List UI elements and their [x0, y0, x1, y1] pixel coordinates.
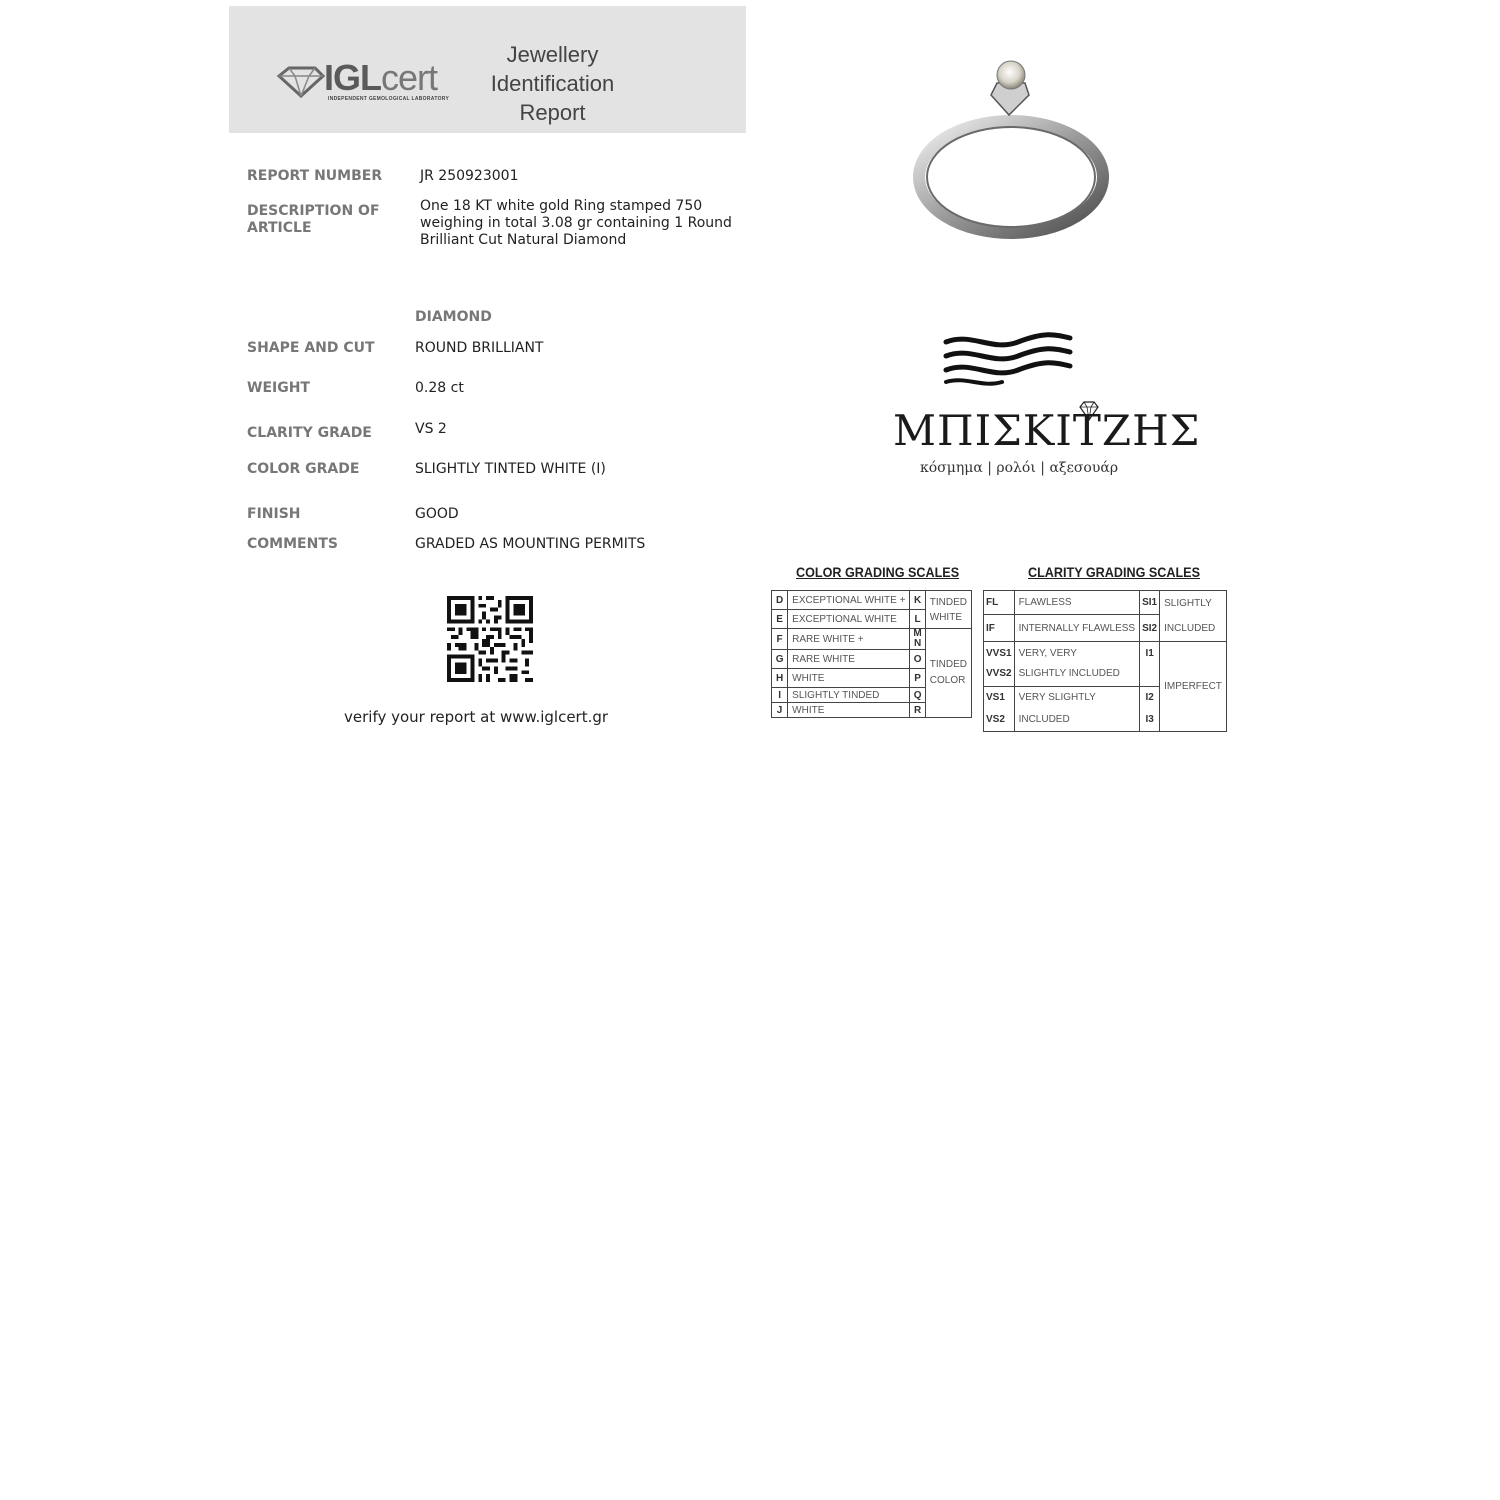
comments-label: COMMENTS	[247, 536, 338, 552]
clarity-desc-line: SLIGHTLY	[1164, 598, 1212, 609]
ring-image	[905, 55, 1115, 245]
shape-label: SHAPE AND CUT	[247, 340, 375, 356]
clarity-desc-pair	[1014, 642, 1140, 687]
clarity-code: VVS2	[986, 668, 1012, 679]
imperfect-cell: IMPERFECT	[1160, 642, 1227, 732]
clarity-code-pair	[1140, 687, 1160, 732]
iglcert-logo: IGLcert	[324, 57, 438, 98]
color-code: J	[772, 703, 788, 718]
brand-tagline: κόσμημα | ρολόι | αξεσουάρ	[920, 460, 1119, 476]
color-code: R	[910, 703, 925, 718]
brand-name: ΜΠΙΣΚΙΤΖΗΣ	[893, 406, 1201, 455]
clarity-desc: FLAWLESS	[1014, 591, 1140, 615]
diamond-logo-icon	[275, 66, 325, 98]
color-code: I	[772, 688, 788, 703]
color-code: L	[910, 610, 925, 629]
clarity-desc: SLIGHTLY INCLUDED	[1018, 668, 1120, 679]
color-desc: EXCEPTIONAL WHITE +	[788, 591, 910, 610]
description-label-line: ARTICLE	[247, 220, 312, 236]
report-title-line: Report	[519, 100, 586, 125]
verify-text: verify your report at www.iglcert.gr	[344, 708, 609, 726]
report-title-line: Jewellery	[506, 42, 599, 67]
tinted-color-line: TINDED	[929, 659, 967, 670]
color-code-pair	[910, 629, 925, 650]
clarity-code-pair	[984, 642, 1015, 687]
clarity-code: SI2	[1140, 615, 1160, 642]
tinted-white-line: WHITE	[929, 611, 962, 623]
clarity-code: I3	[1145, 714, 1154, 725]
color-code: P	[910, 669, 925, 688]
weight-value: 0.28 ct	[415, 380, 464, 396]
color-desc: SLIGHTLY TINDED	[788, 688, 910, 703]
slightly-included-cell	[1160, 591, 1227, 642]
clarity-code: VS2	[986, 714, 1005, 725]
description-line: weighing in total 3.08 gr containing 1 Round	[420, 215, 732, 231]
description-line: Brilliant Cut Natural Diamond	[420, 232, 627, 248]
clarity-code: I2	[1145, 692, 1154, 703]
clarity-desc: VERY, VERY	[1018, 648, 1077, 659]
tinted-color-cell	[925, 629, 971, 718]
tinted-color-line: COLOR	[929, 675, 966, 686]
color-code: H	[772, 669, 788, 688]
clarity-desc: INCLUDED	[1018, 714, 1070, 725]
finish-value: GOOD	[415, 506, 459, 522]
clarity-label: CLARITY GRADE	[247, 425, 372, 441]
weight-label: WEIGHT	[247, 380, 310, 396]
clarity-code: VS1	[986, 692, 1005, 703]
color-code: D	[772, 591, 788, 610]
color-label: COLOR GRADE	[247, 461, 360, 477]
report-number-label: REPORT NUMBER	[247, 168, 383, 184]
clarity-desc: INTERNALLY FLAWLESS	[1014, 615, 1140, 642]
qr-code[interactable]	[446, 596, 534, 682]
clarity-code: VVS1	[986, 648, 1012, 659]
report-title-line: Identification	[490, 71, 615, 96]
color-code: K	[910, 591, 925, 610]
shape-value: ROUND BRILLIANT	[415, 340, 544, 356]
finish-label: FINISH	[247, 506, 301, 522]
clarity-code: SI1	[1140, 591, 1160, 615]
color-scale-title: COLOR GRADING SCALES	[796, 564, 960, 580]
clarity-scale-title: CLARITY GRADING SCALES	[1028, 564, 1200, 580]
color-code: Q	[910, 688, 925, 703]
report-title	[480, 40, 625, 127]
color-desc: RARE WHITE +	[788, 629, 910, 650]
brand-waves-logo	[942, 332, 1074, 390]
color-code: N	[913, 638, 922, 649]
clarity-desc: VERY SLIGHTLY	[1018, 692, 1096, 703]
color-code: O	[910, 650, 925, 669]
description-line: One 18 KT white gold Ring stamped 750	[420, 198, 703, 214]
comments-value: GRADED AS MOUNTING PERMITS	[415, 536, 646, 552]
color-desc: WHITE	[788, 669, 910, 688]
color-code: M	[913, 628, 922, 639]
color-desc: RARE WHITE	[788, 650, 910, 669]
color-code: E	[772, 610, 788, 629]
color-desc: EXCEPTIONAL WHITE	[788, 610, 910, 629]
clarity-desc-line: INCLUDED	[1164, 623, 1216, 634]
color-value: SLIGHTLY TINTED WHITE (I)	[415, 461, 606, 477]
tinted-white-line: TINDED	[929, 596, 967, 608]
clarity-code: IF	[984, 615, 1015, 642]
clarity-desc-pair	[1014, 687, 1140, 732]
logo-subtitle: INDEPENDENT GEMOLOGICAL LABORATORY	[328, 96, 450, 102]
clarity-value: VS 2	[415, 421, 447, 437]
color-code: G	[772, 650, 788, 669]
description-label-line: DESCRIPTION OF	[247, 203, 380, 219]
tinted-white-cell	[925, 591, 971, 629]
clarity-code-pair	[984, 687, 1015, 732]
clarity-grading-table	[983, 590, 1227, 732]
diamond-heading: DIAMOND	[415, 309, 492, 325]
clarity-code: FL	[984, 591, 1015, 615]
clarity-code: I1	[1140, 642, 1160, 687]
color-code: F	[772, 629, 788, 650]
color-desc: WHITE	[788, 703, 910, 718]
color-grading-table	[771, 590, 972, 718]
report-number-value: JR 250923001	[420, 168, 519, 184]
